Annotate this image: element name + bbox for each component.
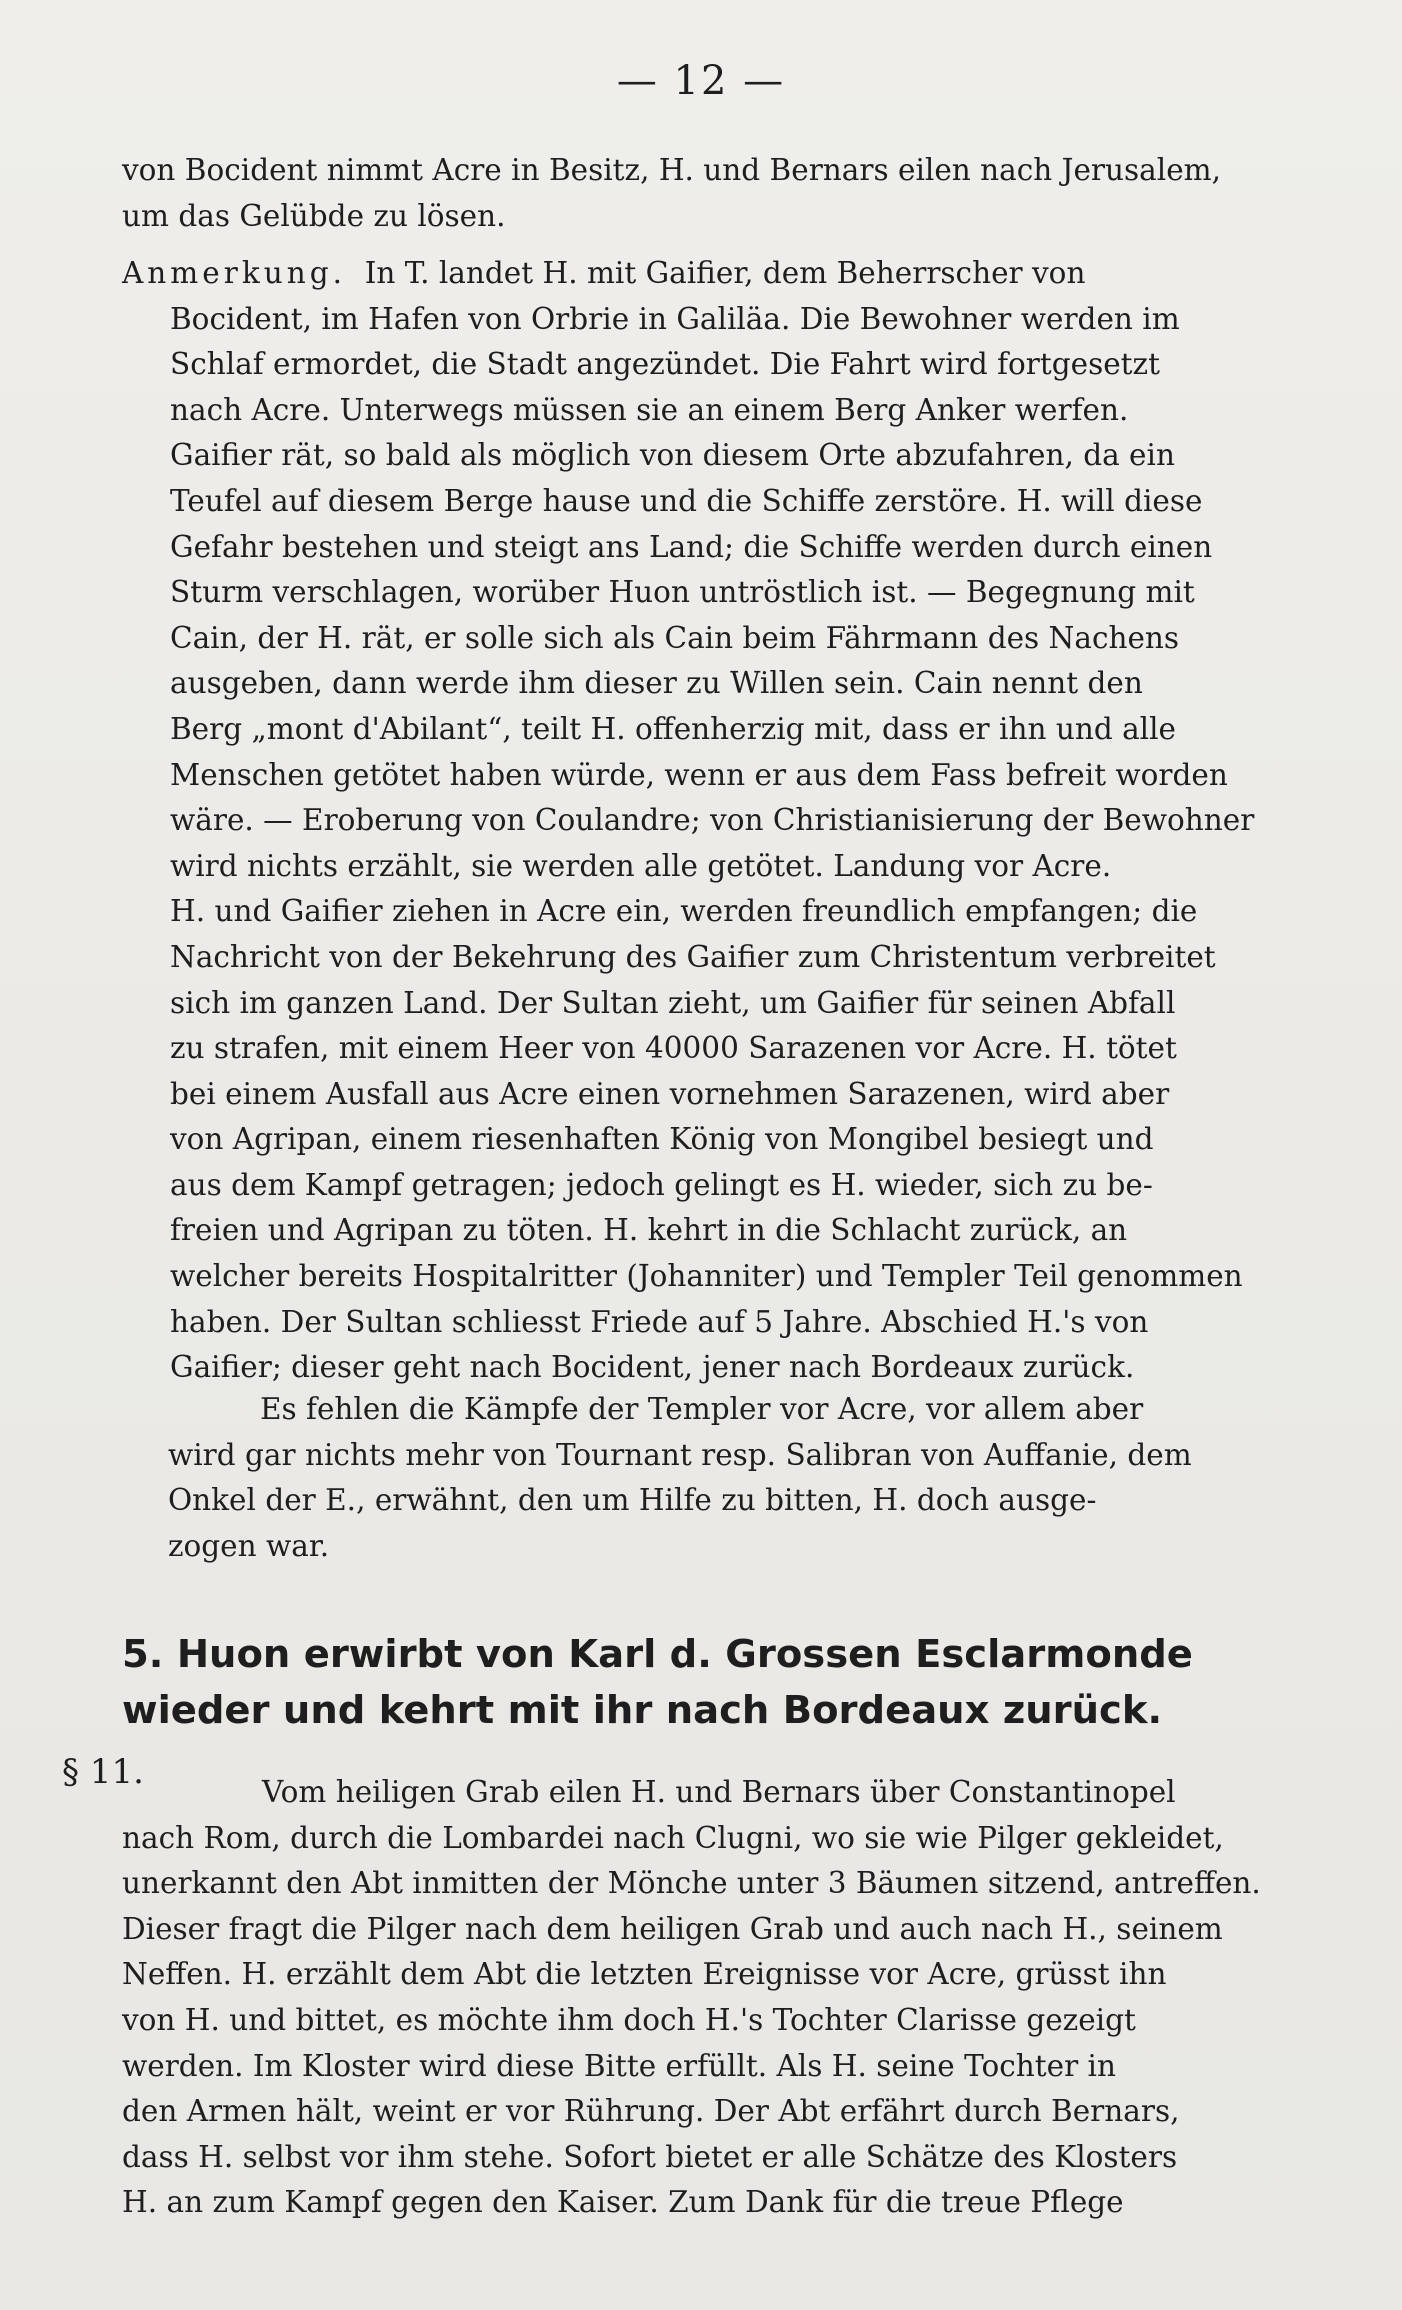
text-line: Nachricht von der Bekehrung des Gaifier zum Christentum verbreitet [170, 939, 1216, 974]
note-label: Anmerkung. [122, 256, 346, 290]
text-line: Onkel der E., erwähnt, den um Hilfe zu bitten, H. doch ausge- [168, 1483, 1097, 1518]
text-line: H. und Gaifier ziehen in Acre ein, werden freundlich empfangen; die [170, 894, 1198, 929]
text-line: Bocident, im Hafen von Orbrie in Galiläa. Die Bewohner werden im [170, 301, 1180, 336]
text-line: werden. Im Kloster wird diese Bitte erfüllt. Als H. seine Tochter in [122, 2048, 1116, 2083]
note-gap-paragraph [168, 1387, 1302, 1569]
text-line: H. an zum Kampf gegen den Kaiser. Zum Dank für die treue Pflege [122, 2185, 1124, 2220]
note-paragraph [122, 251, 1302, 1391]
note-first-line [122, 251, 1302, 297]
text-line: nach Rom, durch die Lombardei nach Clugni, wo sie wie Pilger gekleidet, [122, 1820, 1224, 1855]
text-line: ausgeben, dann werde ihm dieser zu Willen sein. Cain nennt den [170, 666, 1143, 701]
text-line: den Armen hält, weint er vor Rührung. Der Abt erfährt durch Bernars, [122, 2094, 1180, 2129]
section-heading-line: 5. Huon erwirbt von Karl d. Grossen Esclarmonde [122, 1632, 1193, 1677]
note-body [122, 297, 1302, 1391]
text-line: nach Acre. Unterwegs müssen sie an einem Berg Anker werfen. [170, 392, 1129, 427]
text-line: Cain, der H. rät, er solle sich als Cain beim Fährmann des Nachens [170, 620, 1180, 655]
text-line: Teufel auf diesem Berge hause und die Schiffe zerstöre. H. will diese [170, 483, 1203, 518]
text-line: wird gar nichts mehr von Tournant resp. Salibran von Auffanie, dem [168, 1437, 1192, 1472]
text-line: bei einem Ausfall aus Acre einen vornehmen Sarazenen, wird aber [170, 1076, 1170, 1111]
note-first-line-text: In T. landet H. mit Gaifier, dem Beherrscher von [364, 256, 1086, 290]
text-line: Dieser fragt die Pilger nach dem heiligen Grab und auch nach H., seinem [122, 1911, 1223, 1946]
text-line: dass H. selbst vor ihm stehe. Sofort bietet er alle Schätze des Klosters [122, 2139, 1178, 2174]
text-line: aus dem Kampf getragen; jedoch gelingt es H. wieder, sich zu be- [170, 1167, 1153, 1202]
text-line: freien und Agripan zu töten. H. kehrt in die Schlacht zurück, an [170, 1213, 1128, 1248]
text-line: Sturm verschlagen, worüber Huon untröstlich ist. — Begegnung mit [170, 575, 1195, 610]
text-line: Gaifier rät, so bald als möglich von diesem Orte abzufahren, da ein [170, 438, 1175, 473]
text-line: um das Gelübde zu lösen. [122, 198, 506, 233]
page-number: — 12 — [616, 58, 786, 104]
text-line: von H. und bittet, es möchte ihm doch H.'s Tochter Clarisse gezeigt [122, 2002, 1136, 2037]
text-line: von Bocident nimmt Acre in Besitz, H. und Bernars eilen nach Jerusalem, [122, 153, 1222, 187]
text-line: sich im ganzen Land. Der Sultan zieht, um Gaifier für seinen Abfall [170, 985, 1176, 1020]
text-line: Schlaf ermordet, die Stadt angezündet. Die Fahrt wird fortgesetzt [170, 347, 1160, 382]
text-line: Gefahr bestehen und steigt ans Land; die Schiffe werden durch einen [170, 529, 1213, 564]
text-line: zogen war. [168, 1528, 330, 1563]
section-mark: § 11. [62, 1752, 144, 1792]
text-line: Es fehlen die Kämpfe der Templer vor Acre, vor allem aber [260, 1392, 1144, 1426]
section-heading-line: wieder und kehrt mit ihr nach Bordeaux zurück. [122, 1688, 1163, 1733]
text-line: von Agripan, einem riesenhaften König von Mongibel besiegt und [170, 1122, 1154, 1157]
text-line: zu strafen, mit einem Heer von 40000 Sarazenen vor Acre. H. tötet [170, 1031, 1177, 1066]
text-line: Gaifier; dieser geht nach Bocident, jener nach Bordeaux zurück. [170, 1350, 1135, 1385]
intro-paragraph [122, 148, 1302, 239]
text-line: Neffen. H. erzählt dem Abt die letzten Ereignisse vor Acre, grüsst ihn [122, 1957, 1167, 1992]
text-line: Menschen getötet haben würde, wenn er aus dem Fass befreit worden [170, 757, 1228, 792]
text-line: unerkannt den Abt inmitten der Mönche unter 3 Bäumen sitzend, antreffen. [122, 1866, 1261, 1901]
text-line: haben. Der Sultan schliesst Friede auf 5 Jahre. Abschied H.'s von [170, 1304, 1149, 1339]
text-line: wäre. — Eroberung von Coulandre; von Christianisierung der Bewohner [170, 803, 1255, 838]
text-line: welcher bereits Hospitalritter (Johanniter) und Templer Teil genommen [170, 1259, 1243, 1294]
section-heading [122, 1627, 1302, 1739]
section-paragraph [122, 1770, 1302, 2226]
text-line: Vom heiligen Grab eilen H. und Bernars über Constantinopel [262, 1775, 1176, 1809]
text-line: wird nichts erzählt, sie werden alle getötet. Landung vor Acre. [170, 848, 1112, 883]
text-line: Berg „mont d'Abilant“, teilt H. offenherzig mit, dass er ihn und alle [170, 711, 1177, 746]
